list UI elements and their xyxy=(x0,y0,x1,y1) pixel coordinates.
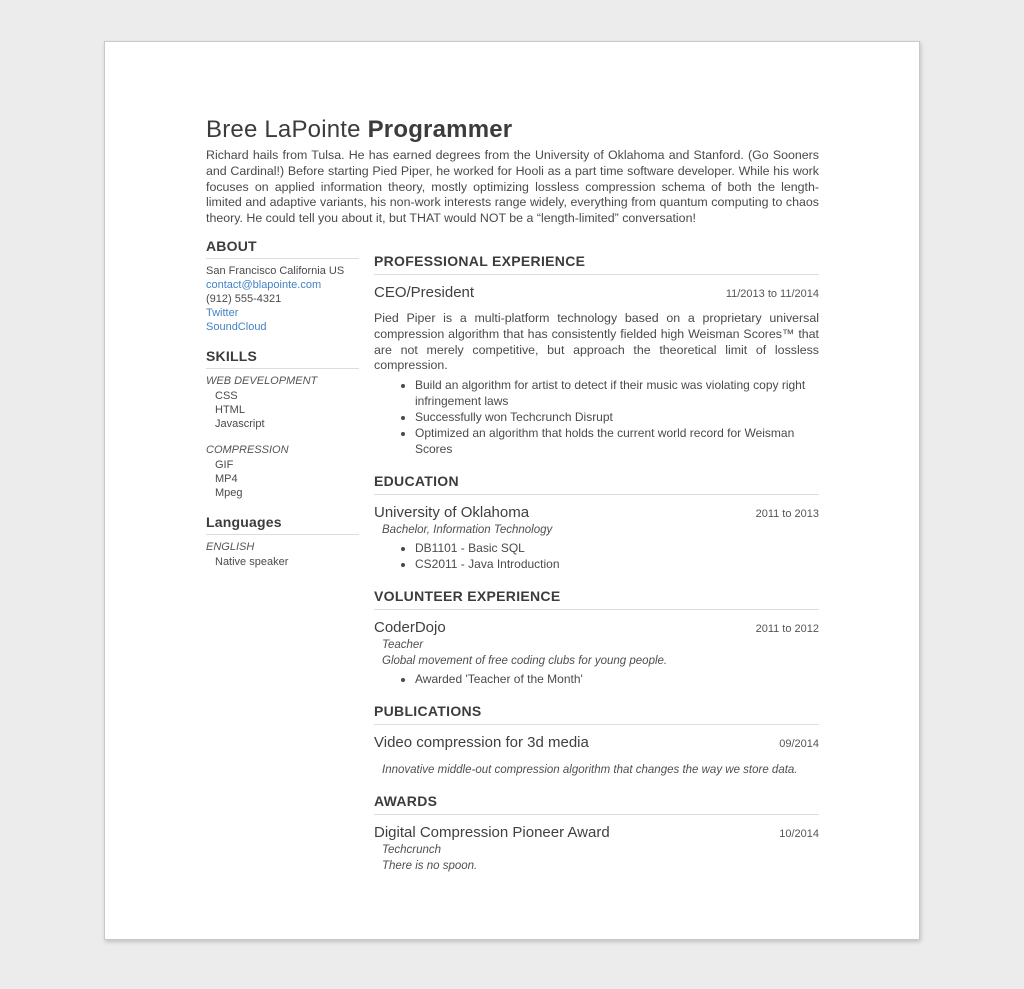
education-entry xyxy=(374,504,819,572)
volunteer-entry xyxy=(374,619,819,687)
bullet-item: • DB1101 - Basic SQL xyxy=(415,540,819,556)
awards-section xyxy=(374,793,819,873)
language-name: ENGLISH xyxy=(206,540,255,553)
entry-subtitle: Techcrunch xyxy=(382,844,442,857)
summary-text: Richard hails from Tulsa. He has earned degrees from the University of Oklahoma and Stanford. (Go Sooners and Cardinal!) Before starting Pied Piper, he worked for Hooli as a part time software developer. While his work focuses on applied information theory, mostly optimizing lossless compression schema of both the length-limited and adaptive variants, his non-work interests range widely, everything from quantum computing to chaos theory. He could tell you about it, but THAT would NOT be a “length-limited” conversation! xyxy=(206,148,819,226)
entry-subtitle-2: Global movement of free coding clubs for young people. xyxy=(382,655,668,668)
skill-group-compression xyxy=(206,443,359,500)
entry-date: 10/2014 xyxy=(779,828,819,841)
twitter-link[interactable]: Twitter xyxy=(206,306,239,319)
skill-category: WEB DEVELOPMENT xyxy=(206,374,318,387)
bullet-item: • Optimized an algorithm that holds the current world record for Weisman Scores xyxy=(415,425,819,457)
entry-title: CEO/President xyxy=(374,283,475,301)
entry-head xyxy=(374,619,819,636)
skill-item: HTML xyxy=(215,403,245,416)
publication-entry xyxy=(374,734,819,777)
skill-item: CSS xyxy=(215,389,238,402)
skills-heading: SKILLS xyxy=(206,348,359,369)
entry-date: 11/2013 to 11/2014 xyxy=(725,287,819,300)
education-section xyxy=(374,473,819,572)
language-level: Native speaker xyxy=(215,555,289,568)
bullet-item: • Awarded 'Teacher of the Month' xyxy=(415,671,819,687)
entry-bullet-list xyxy=(374,540,819,572)
entry-subtitle: Bachelor, Information Technology xyxy=(382,524,553,537)
entry-head xyxy=(374,824,819,841)
resume-header xyxy=(206,116,819,227)
publications-heading: PUBLICATIONS xyxy=(374,703,819,725)
bullet-item: • Build an algorithm for artist to detect if their music was violating copy right infringement laws xyxy=(415,377,819,409)
entry-subtitle: Teacher xyxy=(382,639,424,652)
entry-title: CoderDojo xyxy=(374,619,446,637)
entry-date: 09/2014 xyxy=(779,738,819,751)
person-role: Programmer xyxy=(367,116,513,143)
entry-title: Video compression for 3d media xyxy=(374,734,589,752)
resume-body xyxy=(206,238,819,889)
about-section xyxy=(206,238,359,334)
skill-item: Javascript xyxy=(215,417,265,430)
entry-subtitle-2: There is no spoon. xyxy=(382,860,478,873)
skill-group-web-development xyxy=(206,374,359,431)
about-heading: ABOUT xyxy=(206,238,359,259)
entry-head xyxy=(374,284,819,301)
email-link[interactable]: contact@blapointe.com xyxy=(206,278,322,291)
location-text: San Francisco California US xyxy=(206,264,345,277)
page-title xyxy=(206,116,819,144)
entry-bullet-list xyxy=(374,377,819,457)
languages-heading: Languages xyxy=(206,514,359,535)
skill-item: GIF xyxy=(215,458,234,471)
professional-experience-section xyxy=(374,253,819,457)
volunteer-experience-heading: VOLUNTEER EXPERIENCE xyxy=(374,588,819,610)
entry-date: 2011 to 2012 xyxy=(755,623,819,636)
entry-title: University of Oklahoma xyxy=(374,504,530,522)
skill-item: MP4 xyxy=(215,472,238,485)
entry-head xyxy=(374,504,819,521)
skills-section xyxy=(206,348,359,500)
entry-date: 2011 to 2013 xyxy=(755,508,819,521)
skill-item: Mpeg xyxy=(215,486,243,499)
education-heading: EDUCATION xyxy=(374,473,819,495)
awards-heading: AWARDS xyxy=(374,793,819,815)
entry-bullet-list xyxy=(374,671,819,687)
desktop-background xyxy=(0,41,1024,989)
main-content xyxy=(374,238,819,889)
person-name: Bree LaPointe xyxy=(206,116,361,143)
bullet-item: • CS2011 - Java Introduction xyxy=(415,556,819,572)
entry-title: Digital Compression Pioneer Award xyxy=(374,824,610,842)
skill-category: COMPRESSION xyxy=(206,443,289,456)
volunteer-experience-section xyxy=(374,588,819,687)
entry-description: Pied Piper is a multi-platform technology based on a proprietary universal compression algorithm that has consistently fielded high Weisman Scores™ that are not merely competitive, but approach the theoretical limit of lossless compression. xyxy=(374,310,819,373)
award-entry xyxy=(374,824,819,873)
resume-page xyxy=(104,41,920,940)
language-group-english xyxy=(206,540,359,569)
publication-description: Innovative middle-out compression algorithm that changes the way we store data. xyxy=(382,764,798,777)
bullet-item: • Successfully won Techcrunch Disrupt xyxy=(415,409,819,425)
sidebar xyxy=(206,238,359,889)
professional-experience-heading: PROFESSIONAL EXPERIENCE xyxy=(374,253,819,275)
languages-section xyxy=(206,514,359,569)
entry-head xyxy=(374,734,819,751)
soundcloud-link[interactable]: SoundCloud xyxy=(206,320,267,333)
publications-section xyxy=(374,703,819,777)
experience-entry xyxy=(374,284,819,457)
phone-number: (912) 555-4321 xyxy=(206,292,282,305)
